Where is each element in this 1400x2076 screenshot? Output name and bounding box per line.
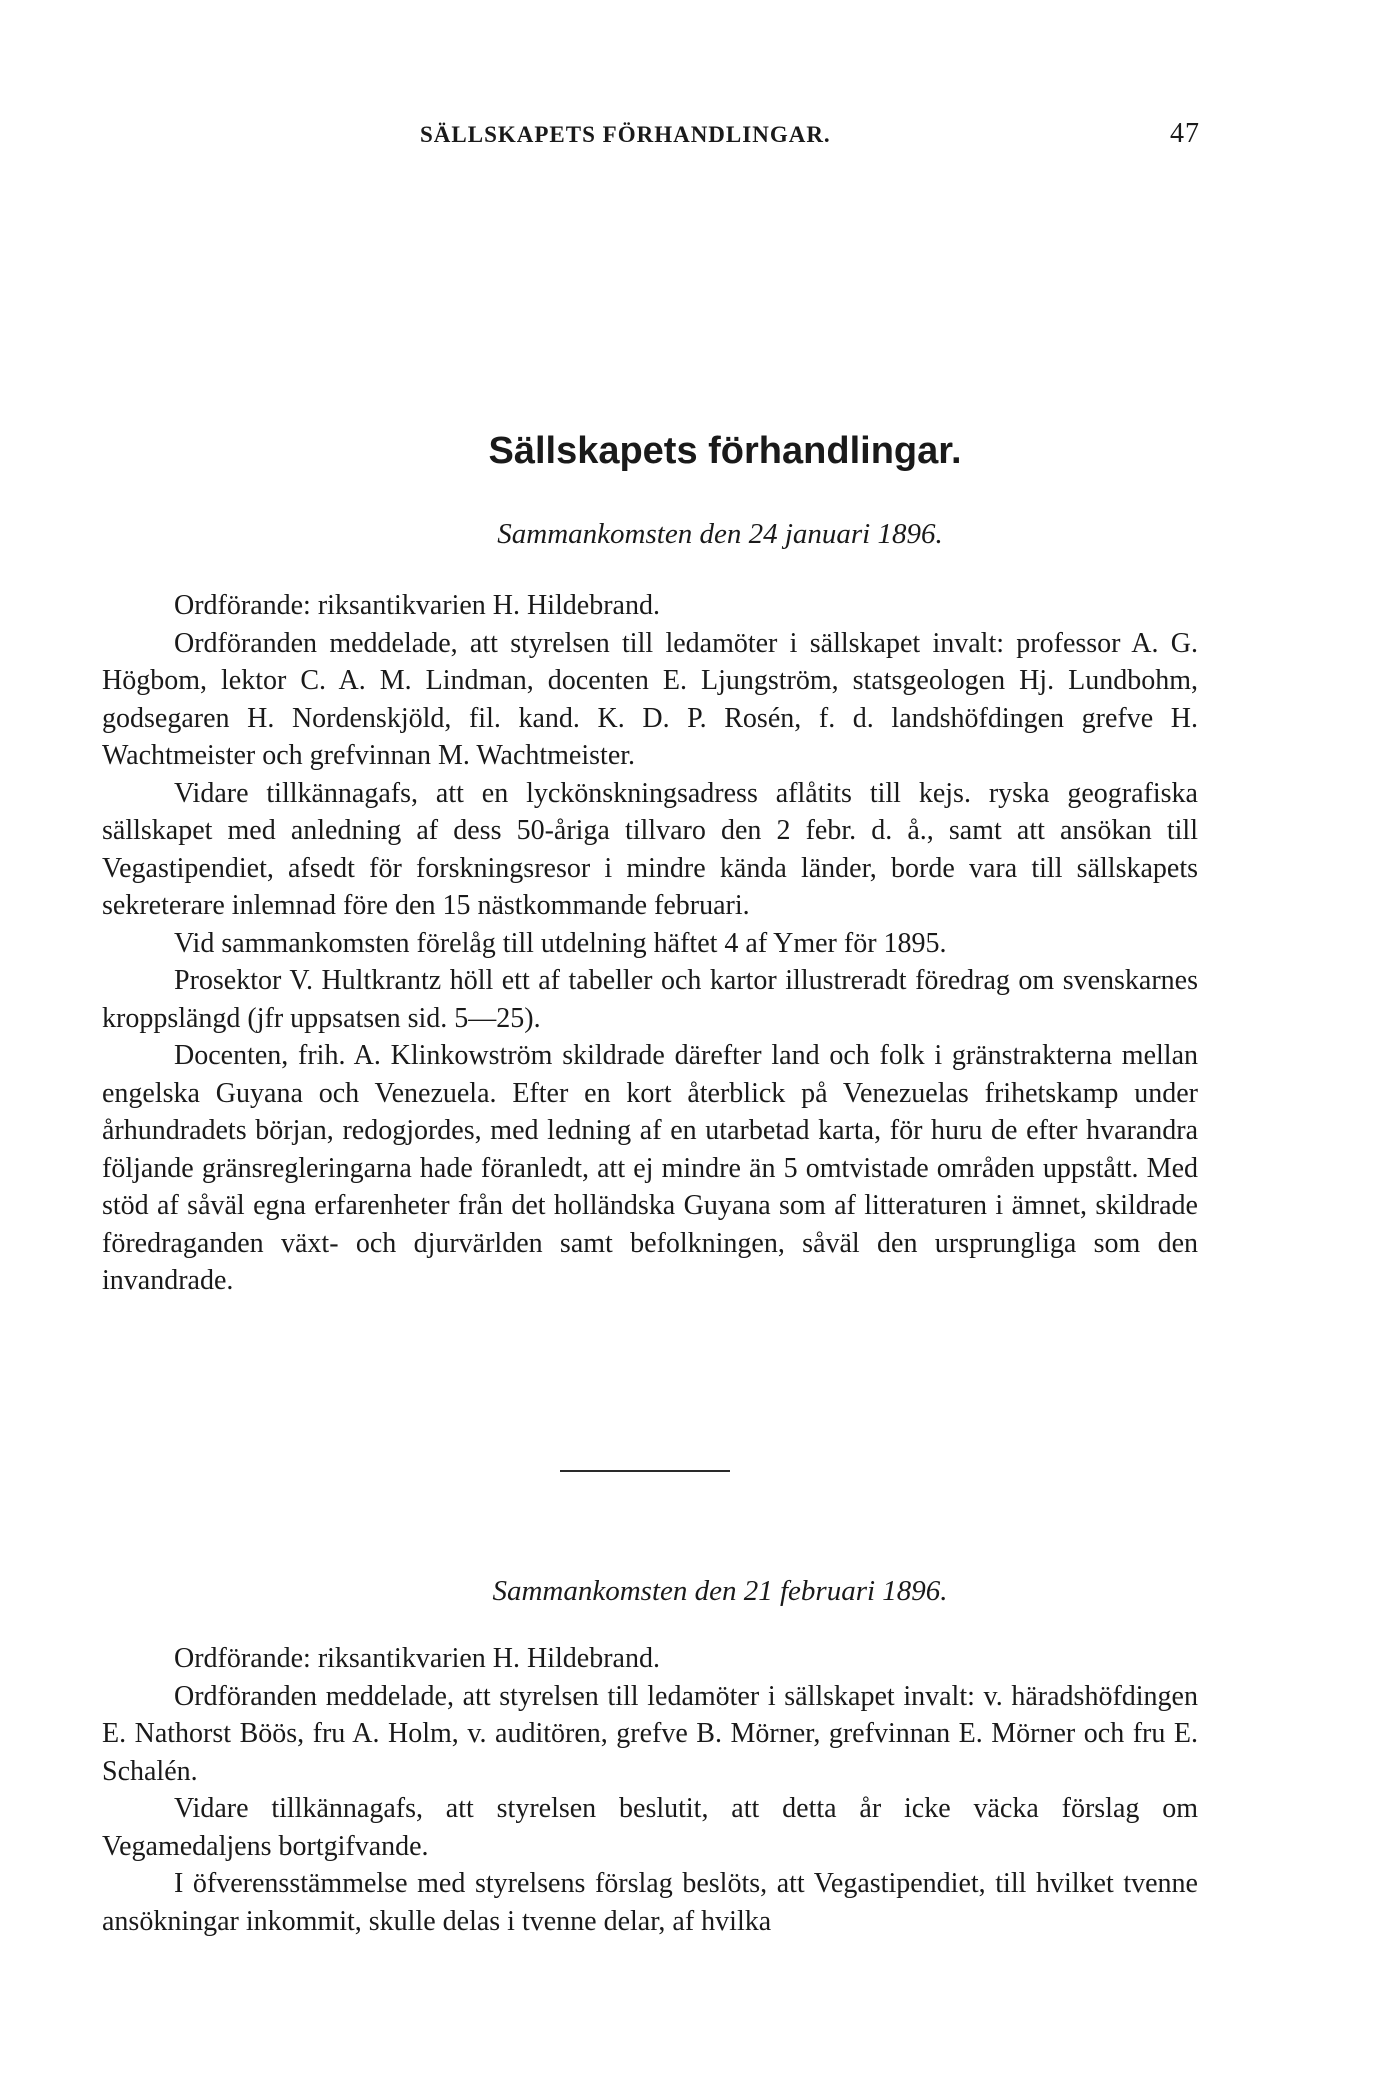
paragraph: Prosektor V. Hultkrantz höll ett af tabeller och kartor illustreradt föredrag om svenskarnes kroppslängd (jfr uppsatsen sid. 5—25). [102,965,1198,1034]
paragraph: Vidare tillkännagafs, att styrelsen beslutit, att detta år icke väcka förslag om Vegamedaljens bortgifvande. [102,1793,1198,1862]
running-head: SÄLLSKAPETS FÖRHANDLINGAR. [420,122,831,147]
paragraph: Docenten, frih. A. Klinkowström skildrade därefter land och folk i gränstrakterna mellan engelska Guyana och Venezuela. Efter en kort återblick på Venezuelas frihetskamp under århundradets början, redogjordes, med ledning af en utarbetad karta, för huru de efter hvarandra följande gränsregleringarna hade föranledt, att ej mindre än 5 omtvistade områden uppstått. Med stöd af såväl egna erfarenheter från det holländska Guyana som af litteraturen i ämnet, skildrade föredraganden växt- och djurvärlden samt befolkningen, såväl den ursprungliga som den invandrade. [102,1040,1198,1296]
meeting-1-body [102,587,1198,1300]
meeting-2-body [102,1640,1198,1940]
section-divider [560,1470,730,1472]
paragraph: Vid sammankomsten förelåg till utdelning häftet 4 af Ymer för 1895. [174,927,947,959]
paragraph: Ordföranden meddelade, att styrelsen till ledamöter i sällskapet invalt: professor A. G. Högbom, lektor C. A. M. Lindman, docenten E. Ljungström, statsgeologen Hj. Lundbohm, godsegaren H. Nordenskjöld, fil. kand. K. D. P. Rosén, f. d. landshöfdingen grefve H. Wachtmeister och grefvinnan M. Wachtmeister. [102,627,1198,771]
paragraph: Ordföranden meddelade, att styrelsen till ledamöter i sällskapet invalt: v. häradshöfdingen E. Nathorst Böös, fru A. Holm, v. auditören, grefve B. Mörner, grefvinnan E. Mörner och fru E. Schalén. [102,1680,1198,1787]
paragraph: Ordförande: riksantikvarien H. Hildebrand. [174,590,660,621]
paragraph: Vidare tillkännagafs, att en lyckönskningsadress aflåtits till kejs. ryska geografiska sällskapet med anledning af dess 50-åriga tillvaro den 2 febr. d. å., samt att ansökan till Vegastipendiet, afsedt för forskningsresor i mindre kända länder, borde vara till sällskapets sekreterare inlemnad före den 15 nästkommande februari. [102,777,1198,921]
page-number: 47 [1170,118,1200,149]
paragraph: I öfverensstämmelse med styrelsens förslag beslöts, att Vegastipendiet, till hvilket tvenne ansökningar inkommit, skulle delas i tvenne delar, af hvilka [102,1868,1198,1937]
meeting-heading-1: Sammankomsten den 24 januari 1896. [497,518,943,550]
meeting-heading-2: Sammankomsten den 21 februari 1896. [492,1575,948,1607]
page-title: Sällskapets förhandlingar. [488,430,962,472]
paragraph: Ordförande: riksantikvarien H. Hildebrand. [174,1643,660,1674]
